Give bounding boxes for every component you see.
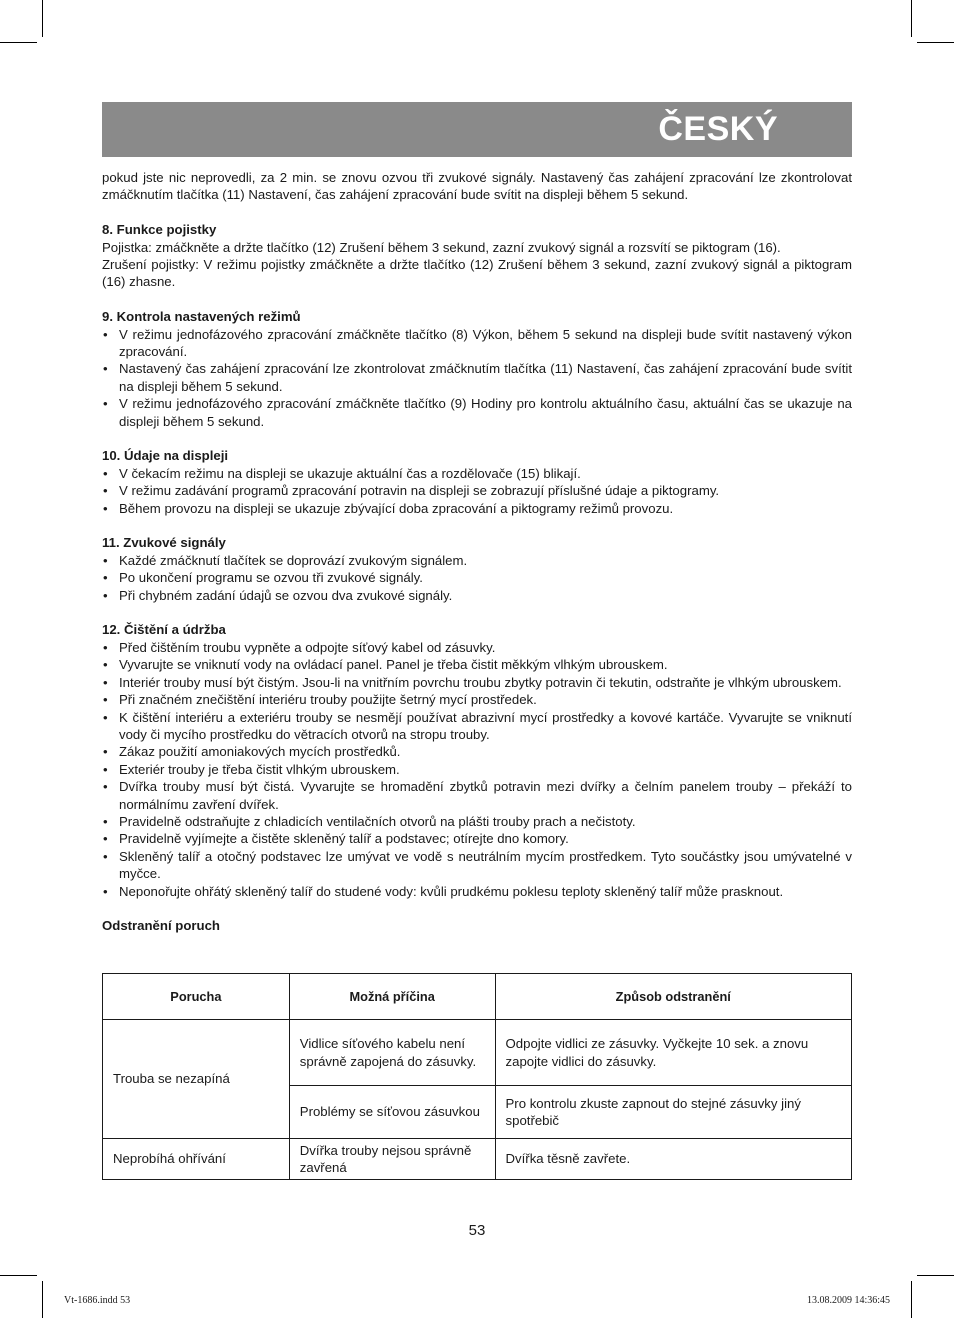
column-header: Způsob odstranění [495,974,851,1020]
section-mode-check [102,308,852,430]
bullet-list [102,639,852,900]
bullet-list [102,465,852,517]
section-title: 12. Čištění a údržba [102,622,226,638]
list-item: • K čištění interiéru a exteriéru trouby se nesmějí používat abrazivní mycí prostředky a kovové kartáče. Vyvarujte se vniknutí vody či mycího prostředku do větracích otvorů na stropu trouby. [102,709,852,744]
section-title: 8. Funkce pojistky [102,222,217,238]
crop-mark [911,1281,912,1318]
table-cell-fault: Neprobíhá ohřívání [103,1139,290,1180]
table-cell-fault: Trouba se nezapíná [103,1020,290,1139]
list-item: • Během provozu na displeji se ukazuje zbývající doba zpracování a piktogramy režimů provozu. [102,500,852,517]
section-title: Odstranění poruch [102,918,220,934]
list-item: • Neponořujte ohřátý skleněný talíř do studené vody: kvůli prudkému poklesu teploty skleněný talíř může prasknout. [102,883,852,900]
intro-paragraph: pokud jste nic neprovedli, za 2 min. se znovu ozvou tři zvukové signály. Nastavený čas zahájení zpracování lze zkontrolovat zmáčknutím tlačítka (11) Nastavení, čas zahájení zpracování bude svítit na displeji během 5 sekund. [102,170,852,203]
list-item: • V režimu jednofázového zpracování zmáčkněte tlačítko (8) Výkon, během 5 sekund na displeji bude svítit nastavený výkon zpracování. [102,326,852,361]
page-content [102,169,852,935]
table-cell-fix: Dvířka těsně zavřete. [495,1139,851,1180]
paragraph: Pojistka: zmáčkněte a držte tlačítko (12) Zrušení během 3 sekund, zazní zvukový signál a rozsvítí se piktogram (16). [102,239,781,255]
table-cell-fix: Pro kontrolu zkuste zapnout do stejné zásuvky jiný spotřebič [495,1086,851,1139]
crop-mark [42,0,43,37]
troubleshooting-table [102,973,852,1180]
list-item: • Exteriér trouby je třeba čistit vlhkým ubrouskem. [102,761,852,778]
list-item: • Pravidelně vyjímejte a čistěte skleněný talíř a podstavec; otírejte dno komory. [102,830,852,847]
list-item: • Interiér trouby musí být čistým. Jsou-li na vnitřním povrchu troubu zbytky potravin či tekutin, odstraňte je vlhkým ubrouskem. [102,674,852,691]
footer-file-info: Vt-1686.indd 53 [64,1295,131,1306]
list-item: • V režimu jednofázového zpracování zmáčkněte tlačítko (9) Hodiny pro kontrolu aktuálního času, aktuální čas se ukazuje na displeji během 5 sekund. [102,395,852,430]
list-item: • Nastavený čas zahájení zpracování lze zkontrolovat zmáčknutím tlačítka (11) Nastavení, čas zahájení zpracování bude svítit na displeji během 5 sekund. [102,360,852,395]
table-row [103,1020,852,1086]
bullet-list [102,326,852,430]
list-item: • Před čištěním troubu vypněte a odpojte síťový kabel od zásuvky. [102,639,852,656]
table-header-row [103,974,852,1020]
column-header: Možná příčina [289,974,495,1020]
page-number: 53 [468,1222,486,1239]
list-item: • Zákaz použití amoniakových mycích prostředků. [102,743,852,760]
list-item: • Po ukončení programu se ozvou tři zvukové signály. [102,569,852,586]
section-display [102,447,852,517]
list-item: • Při značném znečištění interiéru trouby použijte šetrný mycí prostředek. [102,691,852,708]
section-safety-lock [102,221,852,291]
section-cleaning [102,621,852,900]
table-cell-cause: Problémy se síťovou zásuvkou [289,1086,495,1139]
section-troubleshooting [102,917,852,934]
footer-timestamp: 13.08.2009 14:36:45 [806,1295,890,1306]
list-item: • Každé zmáčknutí tlačítek se doprovází zvukovým signálem. [102,552,852,569]
list-item: • Skleněný talíř a otočný podstavec lze umývat ve vodě s neutrálním mycím prostředkem. Tyto součástky jsou umývatelné v myčce. [102,848,852,883]
crop-mark [911,0,912,37]
section-title: 10. Údaje na displeji [102,448,229,464]
list-item: • V režimu zadávání programů zpracování potravin na displeji se zobrazují příslušné údaje a piktogramy. [102,482,852,499]
list-item: • Vyvarujte se vniknutí vody na ovládací panel. Panel je třeba čistit měkkým vlhkým ubrouskem. [102,656,852,673]
section-sound-signals [102,534,852,604]
table-row [103,1139,852,1180]
crop-mark [0,42,37,43]
list-item: • Při chybném zadání údajů se ozvou dva zvukové signály. [102,587,852,604]
list-item: • Dvířka trouby musí být čistá. Vyvarujte se hromadění zbytků potravin mezi dvířky a čelním panelem trouby – překáží to normálnímu zavření dvířek. [102,778,852,813]
list-item: • Pravidelně odstraňujte z chladicích ventilačních otvorů na plášti trouby prach a nečistoty. [102,813,852,830]
table-cell-fix: Odpojte vidlici ze zásuvky. Vyčkejte 10 sek. a znovu zapojte vidlici do zásuvky. [495,1020,851,1086]
list-item: • V čekacím režimu na displeji se ukazuje aktuální čas a rozdělovače (15) blikají. [102,465,852,482]
language-title: ČESKÝ [658,110,778,148]
crop-mark [42,1281,43,1318]
crop-mark [917,1275,954,1276]
paragraph: Zrušení pojistky: V režimu pojistky zmáčkněte a držte tlačítko (12) Zrušení během 3 sekund, zazní zvukový signál a piktogram (16) zhasne. [102,257,852,290]
table-cell-cause: Vidlice síťového kabelu není správně zapojená do zásuvky. [289,1020,495,1086]
bullet-list [102,552,852,604]
table-cell-cause: Dvířka trouby nejsou správně zavřená [289,1139,495,1180]
crop-mark [917,42,954,43]
column-header: Porucha [103,974,290,1020]
crop-mark [0,1275,37,1276]
language-header-bar [102,102,852,157]
section-title: 11. Zvukové signály [102,535,226,551]
section-title: 9. Kontrola nastavených režimů [102,309,301,325]
